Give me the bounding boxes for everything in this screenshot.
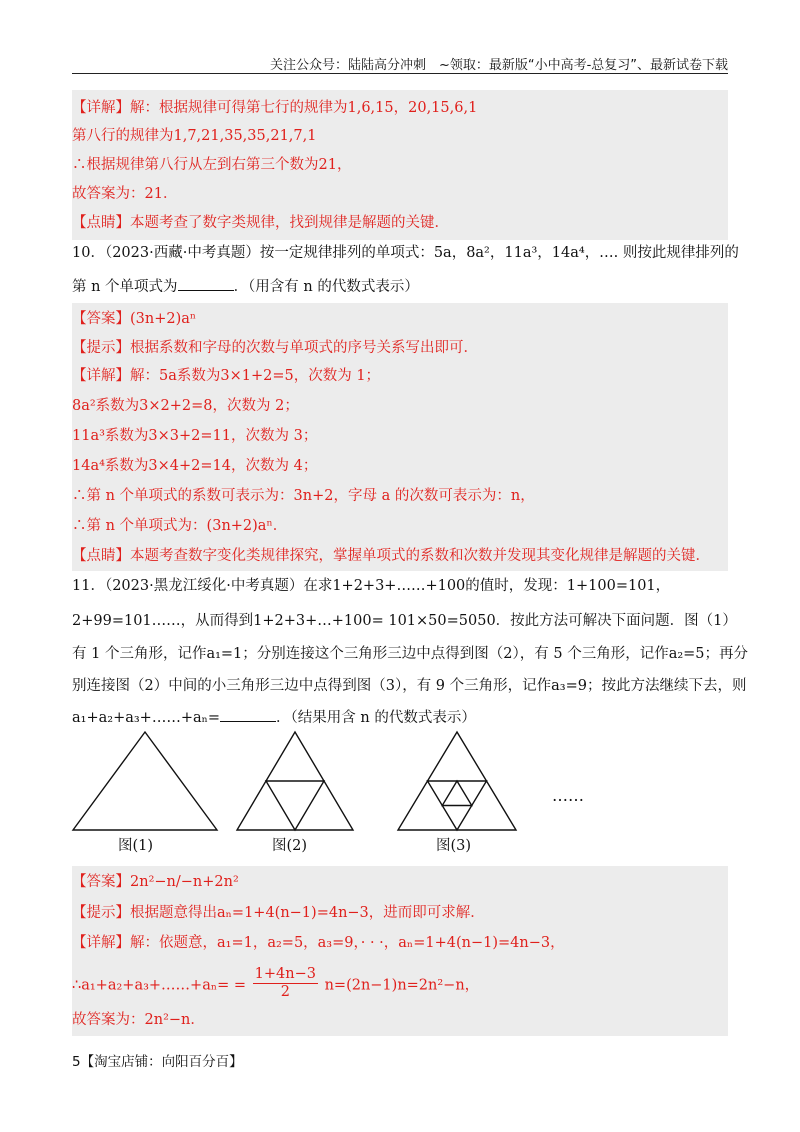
q11-stem-line4: 别连接图（2）中间的小三角形三边中点得到图（3），有 9 个三角形，记作a₃=9；按此方法继续下去，则 — [72, 678, 747, 694]
q9-comment: 【点睛】本题考查了数字类规律，找到规律是解题的关键． — [72, 215, 449, 231]
detail-tag: 【详解】 — [72, 100, 130, 116]
q11-detail-line2: ∴a₁+a₂+a₃+……+aₙ= = $\frac{1+4n-3}{2}$ n=(2n−1)n=2n²−n， — [72, 966, 480, 1000]
page-header: 关注公众号：陆陆高分冲刺 ~领取：最新版“小中高考-总复习”、最新试卷下载 — [269, 58, 728, 73]
q9-detail-line2: 第八行的规律为1,7,21,35,35,21,7,1 — [72, 128, 317, 144]
q10-hint: 【提示】根据系数和字母的次数与单项式的序号关系写出即可． — [72, 340, 478, 356]
q11-detail-line3: 故答案为：2n²−n． — [72, 1012, 205, 1028]
header-divider — [72, 73, 728, 74]
q10-detail-line6: ∴第 n 个单项式为：(3n+2)aⁿ． — [72, 518, 288, 534]
q10-detail-line5: ∴第 n 个单项式的系数可表示为：3n+2，字母 a 的次数可表示为：n， — [72, 488, 535, 504]
q11-answer: 【答案】2n²−n/−n+2n² — [72, 874, 239, 890]
figure-1-caption: 图(1) — [118, 838, 154, 854]
answer-blank — [220, 707, 276, 722]
q10-detail-line1: 【详解】解：5a系数为3×1+2=5，次数为 1； — [72, 368, 381, 384]
q11-stem-line2: 2+99=101……，从而得到1+2+3+…+100= 101×50=5050．按此方法可解决下面问题．图（1） — [72, 613, 737, 629]
q10-detail-line2: 8a²系数为3×2+2=8，次数为 2； — [72, 398, 299, 414]
q11-stem-line1: 11．（2023·黑龙江绥化·中考真题）在求1+2+3+……+100的值时，发现：1+100=101， — [72, 578, 671, 594]
q10-stem-line2: 第 n 个单项式为 ．（用含有 n 的代数式表示） — [72, 276, 419, 297]
fraction — [253, 966, 318, 1001]
q10-detail-line4: 14a⁴系数为3×4+2=14，次数为 4； — [72, 458, 318, 474]
fraction-denominator: 2 — [280, 984, 290, 1000]
answer-blank — [178, 276, 234, 291]
q9-detail-line4: 故答案为：21． — [72, 186, 178, 202]
triangle-figure-2 — [235, 730, 355, 832]
figure-3-caption: 图(3) — [436, 838, 472, 854]
q10-detail-line3: 11a³系数为3×3+2=11，次数为 3； — [72, 428, 318, 444]
q11-detail-line1: 【详解】解：依题意，a₁=1，a₂=5，a₃=9，· · ·，aₙ=1+4(n−1)=4n−3， — [72, 935, 565, 951]
q11-hint: 【提示】根据题意得出aₙ=1+4(n−1)=4n−3，进而即可求解． — [72, 905, 485, 921]
q10-comment: 【点睛】本题考查数字变化类规律探究，掌握单项式的系数和次数并发现其变化规律是解题的关键． — [72, 548, 710, 564]
triangle-figure-3 — [396, 730, 518, 832]
q11-stem-line5: a₁+a₂+a₃+……+aₙ= ．（结果用含 n 的代数式表示） — [72, 707, 476, 728]
page-footer: 5【淘宝店铺：向阳百分百】 — [72, 1054, 243, 1070]
q10-answer: 【答案】(3n+2)aⁿ — [72, 311, 197, 327]
q11-stem-line3: 有 1 个三角形，记作a₁=1；分别连接这个三角形三边中点得到图（2），有 5 个三角形，记作a₂=5；再分 — [72, 646, 749, 662]
fraction-numerator: 1+4n−3 — [254, 966, 316, 982]
figure-2-caption: 图(2) — [272, 838, 308, 854]
triangle-figure-1 — [70, 730, 220, 832]
q9-detail-line3: ∴根据规律第八行从左到右第三个数为21， — [72, 157, 352, 173]
continuation-dots: …… — [552, 786, 584, 805]
q9-detail-line1: 【详解】解：根据规律可得第七行的规律为1,6,15，20,15,6,1 — [72, 100, 478, 116]
q10-stem-line1: 10．（2023·西藏·中考真题）按一定规律排列的单项式：5a，8a²，11a³，14a⁴，…. 则按此规律排列的 — [72, 245, 739, 261]
